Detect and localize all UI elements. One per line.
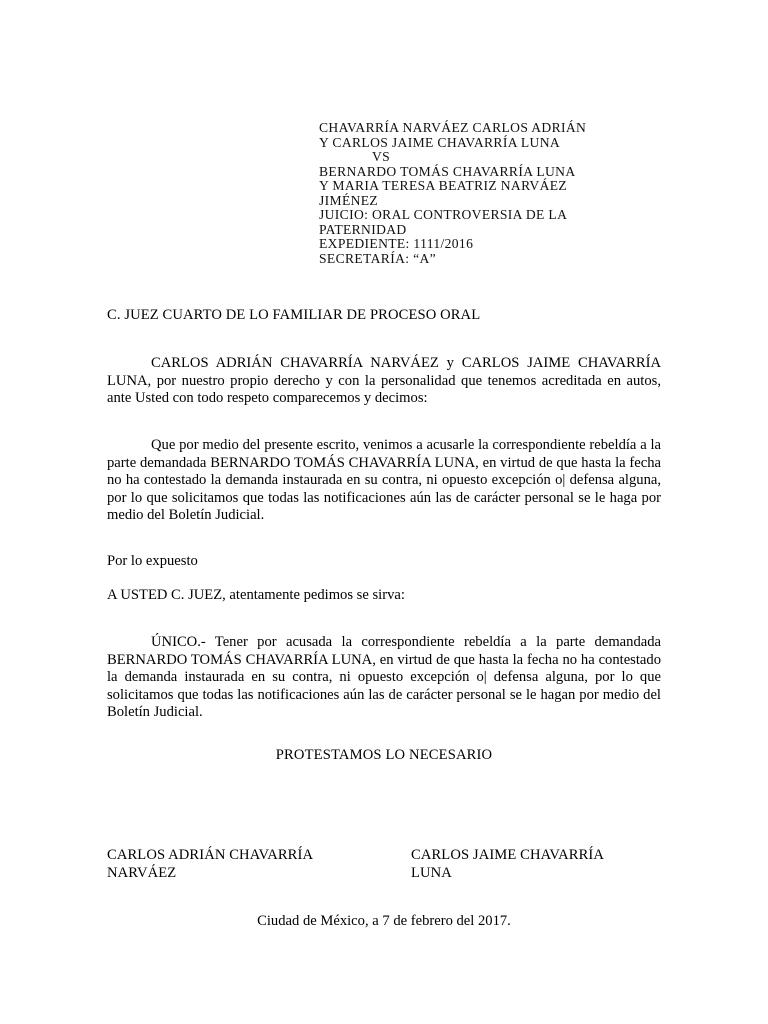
unico-paragraph: [107, 634, 661, 722]
case-expediente: EXPEDIENTE: 1111/2016: [319, 236, 474, 251]
request-paragraph: [107, 437, 661, 525]
case-header-versus: VS: [372, 149, 391, 164]
signature-right-line: CARLOS JAIME CHAVARRÍA: [411, 847, 605, 863]
case-header-line: Y MARIA TERESA BEATRIZ NARVÁEZ: [319, 178, 568, 193]
unico-text: ÚNICO.- Tener por acusada la correspondiente rebeldía a la parte demandada BERNARDO TOMÁS CHAVARRÍA LUNA, en virtud de que hasta la fecha no ha contestado la demanda instaurada en su contra, ni opuesto excepción o| defensa alguna, por lo que solicitamos que todas las notificaciones aún las de carácter personal se le hagan por medio del Boletín Judicial.: [107, 634, 661, 721]
case-header: [319, 121, 619, 266]
request-text: Que por medio del presente escrito, venimos a acusarle la correspondiente rebeldía a la parte demandada BERNARDO TOMÁS CHAVARRÍA LUNA, en virtud de que hasta la fecha no ha contestado la demanda instaurada en su contra, ni opuesto excepción o| defensa alguna, por lo que solicitamos que todas las notificaciones aún las de carácter personal se le haga por medio del Boletín Judicial.: [107, 437, 661, 524]
case-secretaria: SECRETARÍA: “A”: [319, 250, 437, 266]
petition-intro: A USTED C. JUEZ, atentamente pedimos se sirva:: [107, 587, 405, 603]
por-lo-expuesto: Por lo expuesto: [107, 553, 198, 569]
addressee: C. JUEZ CUARTO DE LO FAMILIAR DE PROCESO ORAL: [107, 307, 481, 323]
protest-line: PROTESTAMOS LO NECESARIO: [275, 747, 493, 763]
case-header-line: JIMÉNEZ: [319, 192, 379, 208]
dateline: Ciudad de México, a 7 de febrero del 2017.: [257, 913, 511, 929]
signature-left-line: CARLOS ADRIÁN CHAVARRÍA: [107, 847, 314, 863]
signature-right: [411, 847, 604, 882]
signature-left-line: NARVÁEZ: [107, 864, 177, 881]
case-header-line: CHAVARRÍA NARVÁEZ CARLOS ADRIÁN: [319, 120, 587, 135]
signature-right-line: LUNA: [411, 864, 452, 881]
intro-paragraph: [107, 355, 661, 408]
case-header-line: BERNARDO TOMÁS CHAVARRÍA LUNA: [319, 163, 576, 179]
case-header-line: JUICIO: ORAL CONTROVERSIA DE LA: [319, 207, 568, 222]
case-header-line: Y CARLOS JAIME CHAVARRÍA LUNA: [319, 134, 561, 150]
signature-left: [107, 847, 313, 882]
case-header-line: PATERNIDAD: [319, 221, 407, 237]
intro-text: CARLOS ADRIÁN CHAVARRÍA NARVÁEZ y CARLOS JAIME CHAVARRÍA LUNA, por nuestro propio derecho y con la personalidad que tenemos acreditada en autos, ante Usted con todo respeto comparecemos y decimos:: [107, 355, 661, 407]
